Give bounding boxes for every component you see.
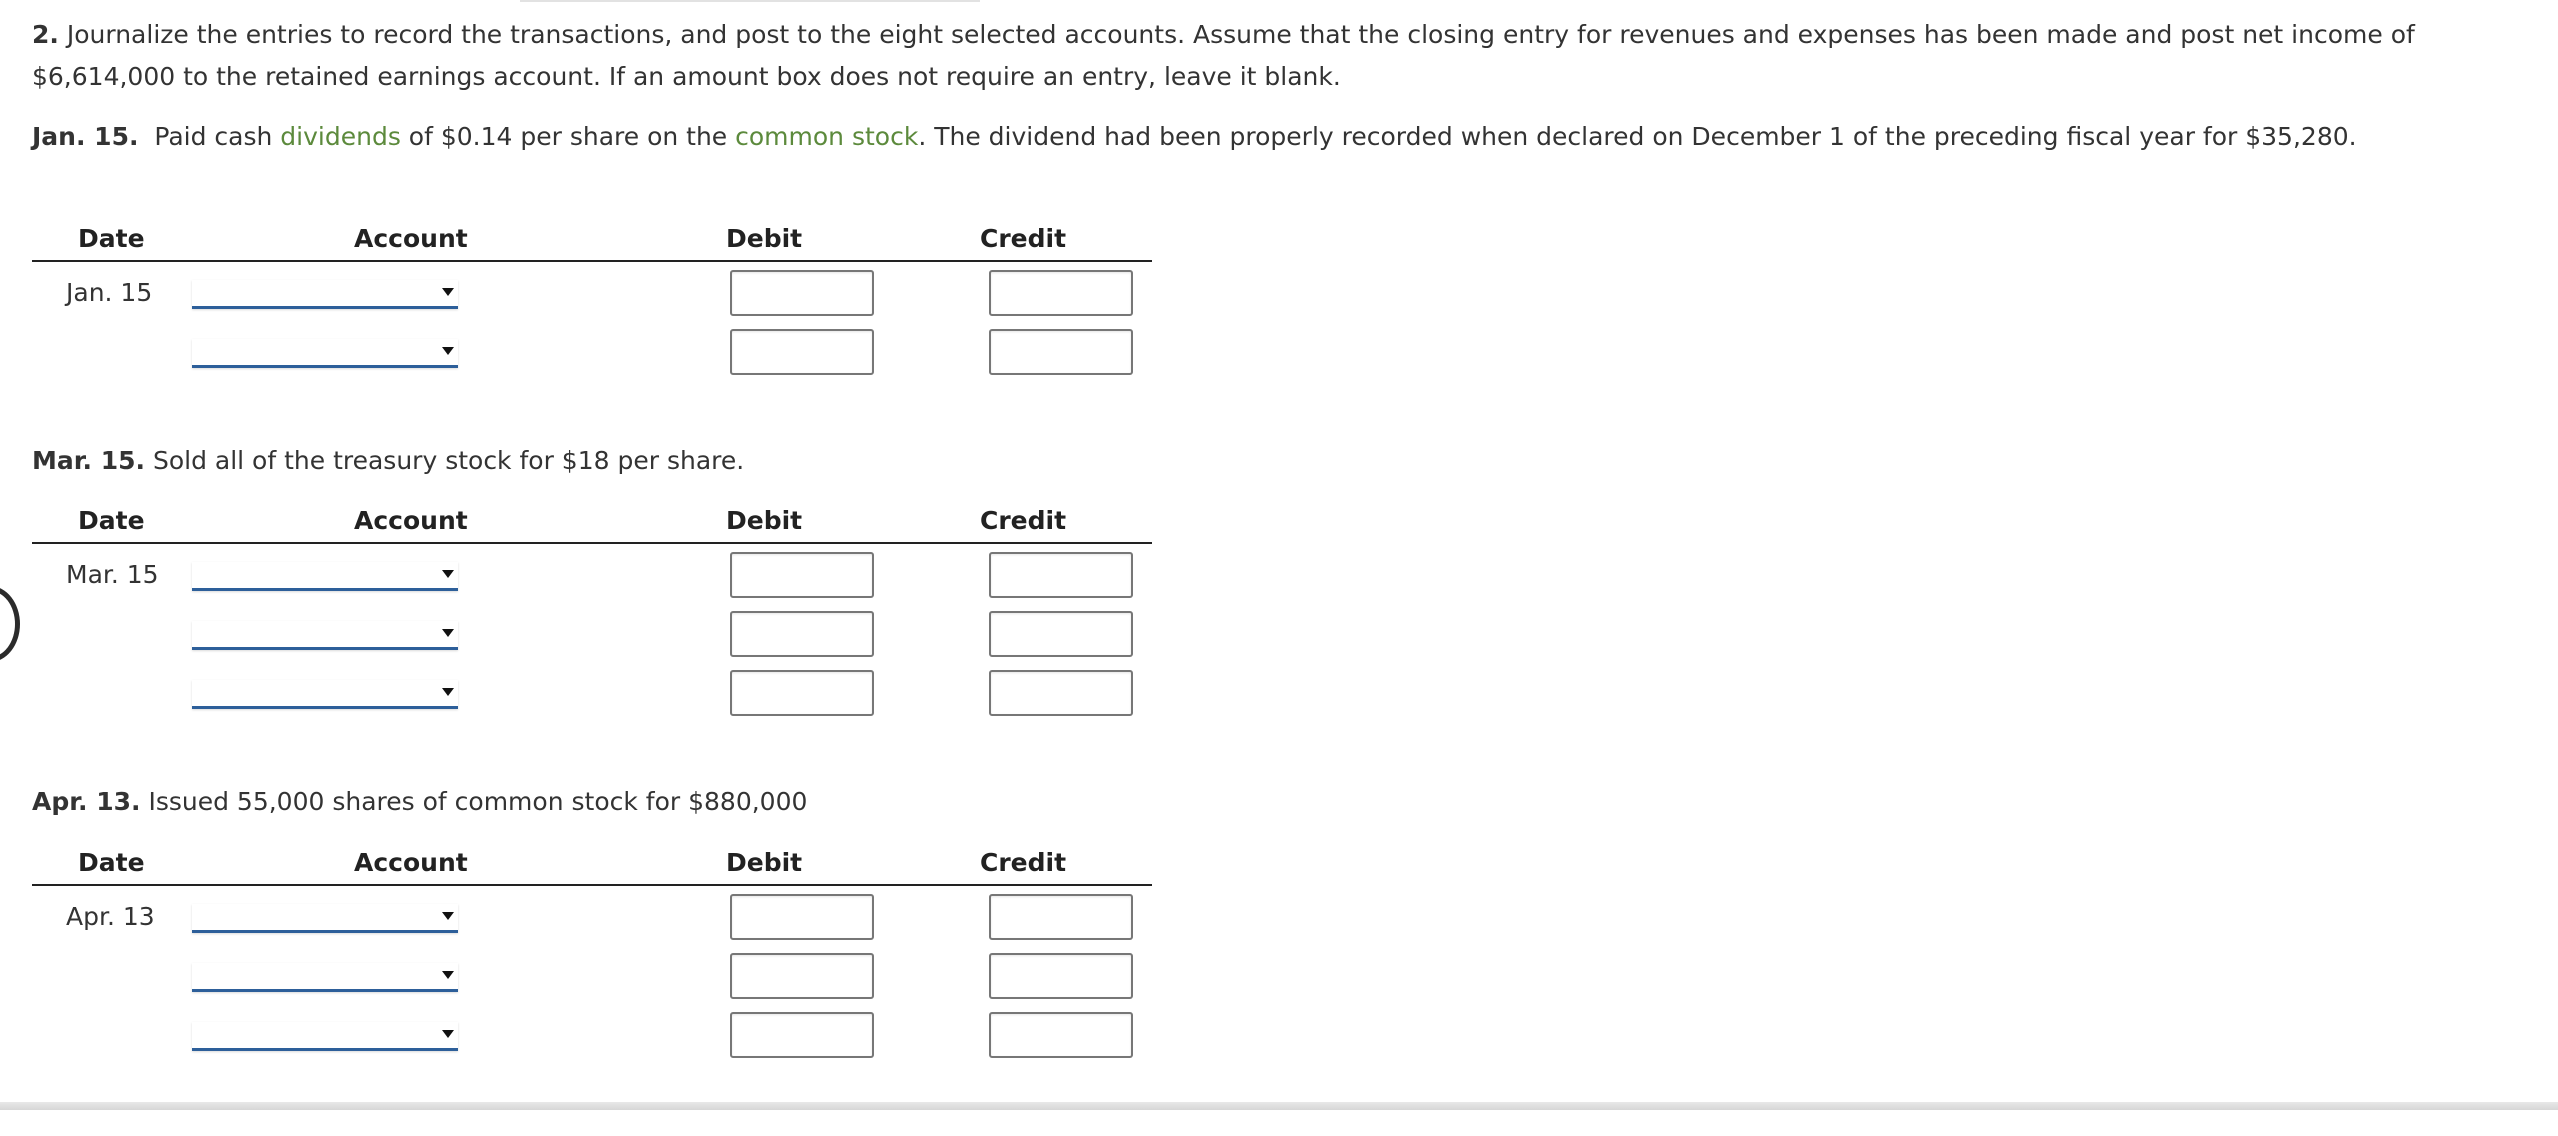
- instructions: [32, 14, 2532, 98]
- debit-input[interactable]: [730, 894, 874, 940]
- credit-input[interactable]: [989, 270, 1133, 316]
- common-stock-link[interactable]: common stock: [735, 122, 919, 151]
- debit-input[interactable]: [730, 611, 874, 657]
- chevron-down-icon: [442, 288, 454, 296]
- credit-input[interactable]: [989, 894, 1133, 940]
- journal-row: [32, 603, 1152, 662]
- header-debit: Debit: [726, 506, 803, 535]
- credit-input[interactable]: [989, 611, 1133, 657]
- account-dropdown[interactable]: [192, 904, 458, 933]
- row-date: Apr. 13: [66, 902, 155, 931]
- account-dropdown[interactable]: [192, 1022, 458, 1051]
- chevron-down-icon: [442, 688, 454, 696]
- journal-row: [32, 321, 1152, 380]
- dividends-link[interactable]: dividends: [280, 122, 401, 151]
- transaction-mar15: [32, 444, 744, 478]
- bottom-scrollbar[interactable]: [0, 1102, 2558, 1110]
- transaction-text: . The dividend had been properly recorded when declared on December 1 of the preceding fiscal year for $35,280.: [918, 122, 2357, 151]
- debit-input[interactable]: [730, 1012, 874, 1058]
- credit-input[interactable]: [989, 670, 1133, 716]
- transaction-text: Paid cash: [154, 122, 281, 151]
- chevron-down-icon: [442, 347, 454, 355]
- journal-table-apr13: [32, 838, 1152, 1063]
- row-date: Jan. 15: [66, 278, 153, 307]
- credit-input[interactable]: [989, 1012, 1133, 1058]
- account-dropdown[interactable]: [192, 339, 458, 368]
- account-dropdown[interactable]: [192, 963, 458, 992]
- top-scroll-shadow: [520, 0, 980, 2]
- transaction-apr13: [32, 785, 807, 819]
- journal-row: [32, 544, 1152, 603]
- debit-input[interactable]: [730, 329, 874, 375]
- chevron-down-icon: [442, 912, 454, 920]
- credit-input[interactable]: [989, 552, 1133, 598]
- journal-row: [32, 1004, 1152, 1063]
- journal-header: [32, 838, 1152, 886]
- journal-row: [32, 262, 1152, 321]
- chevron-down-icon: [442, 971, 454, 979]
- header-account: Account: [354, 224, 468, 253]
- header-account: Account: [354, 848, 468, 877]
- account-dropdown[interactable]: [192, 680, 458, 709]
- debit-input[interactable]: [730, 552, 874, 598]
- question-number: 2.: [32, 20, 59, 49]
- chevron-down-icon: [442, 629, 454, 637]
- transaction-label: Jan. 15.: [32, 122, 139, 151]
- journal-table-mar15: [32, 496, 1152, 721]
- header-date: Date: [78, 848, 145, 877]
- header-debit: Debit: [726, 848, 803, 877]
- side-scroll-indicator[interactable]: [0, 586, 20, 662]
- journal-row: [32, 886, 1152, 945]
- header-date: Date: [78, 506, 145, 535]
- header-date: Date: [78, 224, 145, 253]
- transaction-label: Mar. 15.: [32, 446, 146, 475]
- journal-header: [32, 214, 1152, 262]
- instructions-text: Journalize the entries to record the transactions, and post to the eight selected accounts. Assume that the closing entry for revenues and expenses has been made and post net income of $6,614,000 to the retained earnings account. If an amount box does not require an entry, leave it blank.: [32, 20, 2415, 91]
- transaction-text: Sold all of the treasury stock for $18 per share.: [152, 446, 745, 475]
- journal-row: [32, 662, 1152, 721]
- journal-row: [32, 945, 1152, 1004]
- chevron-down-icon: [442, 1030, 454, 1038]
- transaction-label: Apr. 13.: [32, 787, 141, 816]
- header-credit: Credit: [980, 848, 1067, 877]
- header-credit: Credit: [980, 224, 1067, 253]
- account-dropdown[interactable]: [192, 562, 458, 591]
- credit-input[interactable]: [989, 329, 1133, 375]
- chevron-down-icon: [442, 570, 454, 578]
- row-date: Mar. 15: [66, 560, 159, 589]
- account-dropdown[interactable]: [192, 280, 458, 309]
- header-account: Account: [354, 506, 468, 535]
- transaction-text: of $0.14 per share on the: [400, 122, 736, 151]
- header-debit: Debit: [726, 224, 803, 253]
- debit-input[interactable]: [730, 953, 874, 999]
- header-credit: Credit: [980, 506, 1067, 535]
- transaction-text: Issued 55,000 shares of common stock for $880,000: [148, 787, 808, 816]
- journal-table-jan15: [32, 214, 1152, 380]
- credit-input[interactable]: [989, 953, 1133, 999]
- debit-input[interactable]: [730, 670, 874, 716]
- journal-header: [32, 496, 1152, 544]
- debit-input[interactable]: [730, 270, 874, 316]
- transaction-jan15: [32, 120, 2357, 154]
- account-dropdown[interactable]: [192, 621, 458, 650]
